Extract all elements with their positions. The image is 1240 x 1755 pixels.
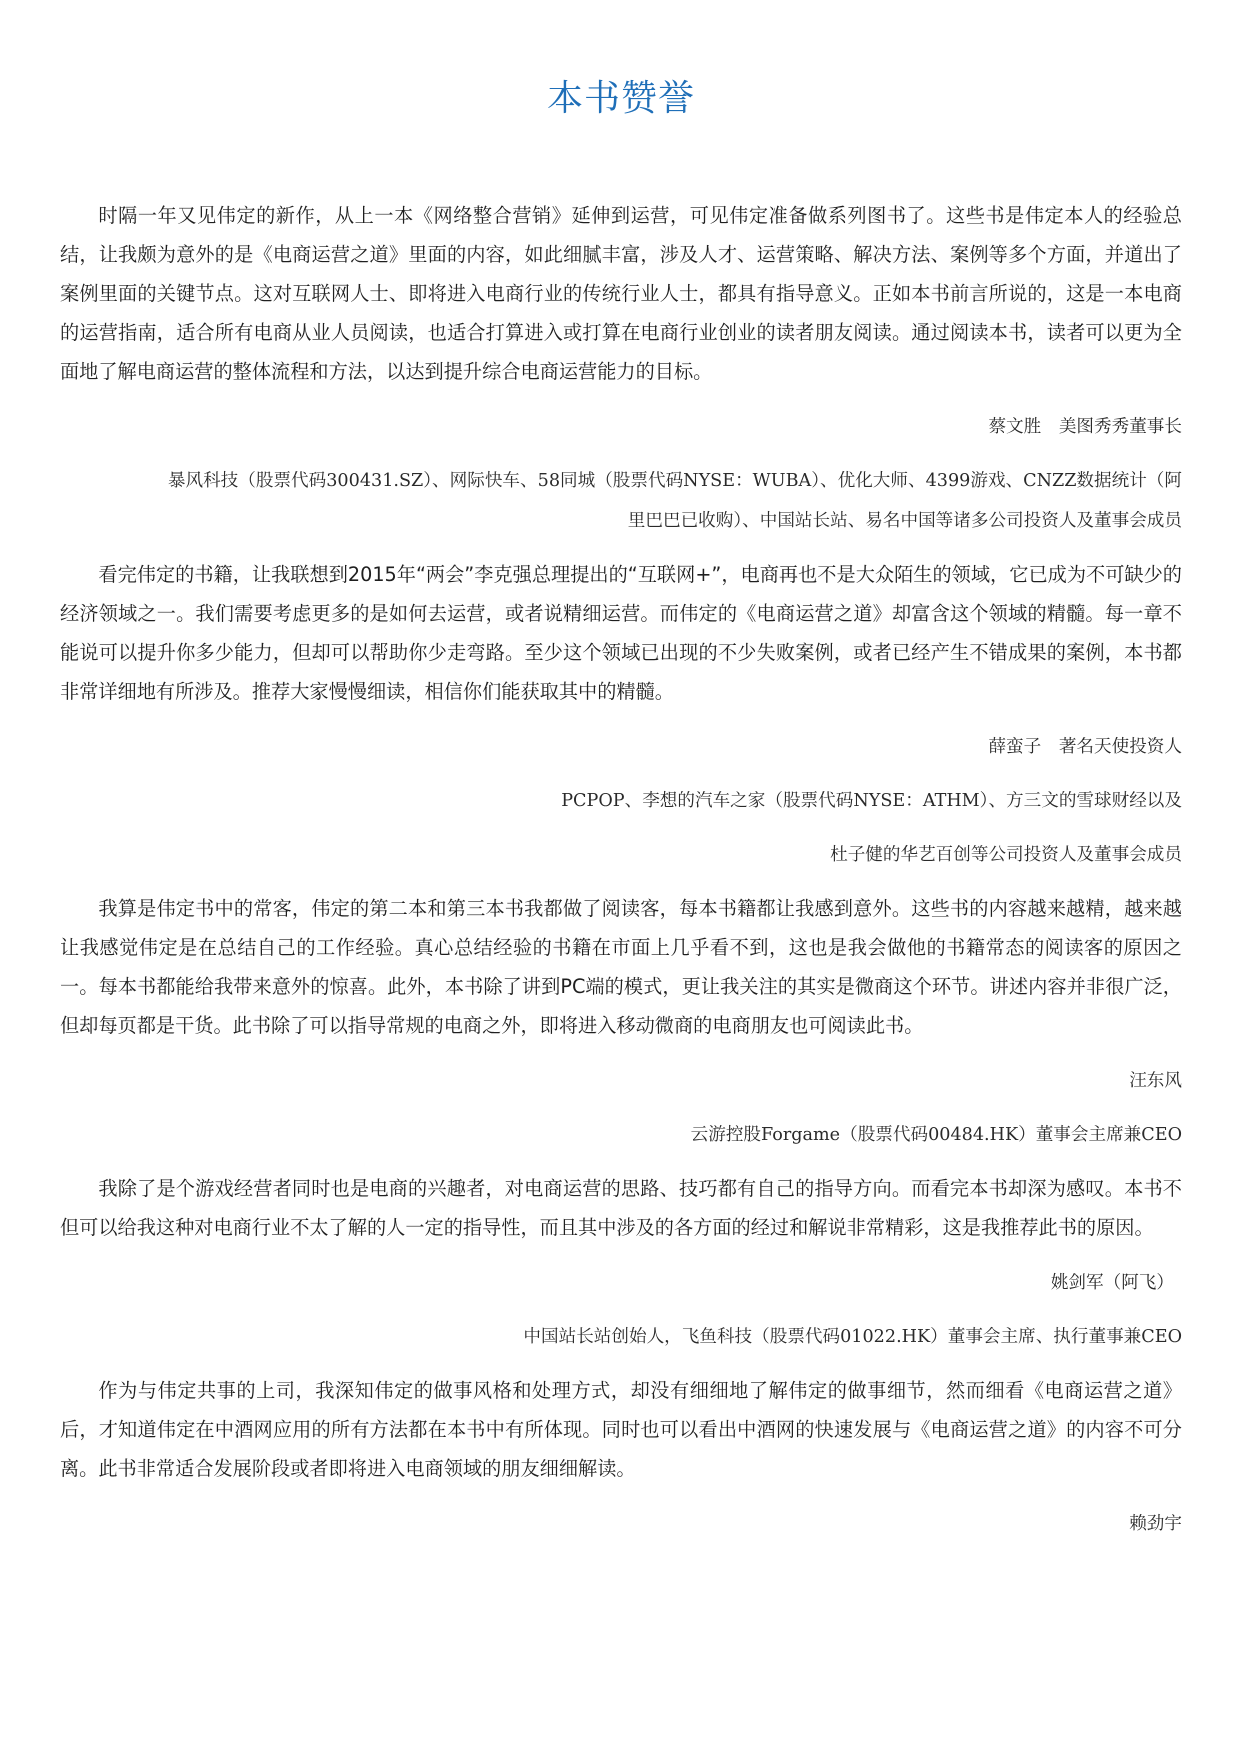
affiliation-line: 里巴巴已收购）、中国站长站、易名中国等诸多公司投资人及董事会成员 xyxy=(627,511,1182,531)
endorsement-text: 我算是伟定书中的常客，伟定的第二本和第三本书我都做了阅读客，每本书籍都让我感到意外。这些书的内容越来越精，越来越让我感觉伟定是在总结自己的工作经验。真心总结经验的书籍在市面上几乎看不到，这也是我会做他的书籍常态的阅读客的原因之一。每本书都能给我带来意外的惊喜。此外，本书除了讲到PC端的模式，更让我关注的其实是微商这个环节。讲述内容并非很广泛，但却每页都是干货。此书除了可以指导常规的电商之外，即将进入移动微商的电商朋友也可阅读此书。 xyxy=(60,897,1182,1037)
affiliation-line: 云游控股Forgame（股票代码00484.HK）董事会主席兼CEO xyxy=(690,1125,1182,1145)
endorser-affiliation xyxy=(60,781,1182,875)
endorser-name: 赖劲宇 xyxy=(1129,1514,1182,1534)
endorsement-text: 我除了是个游戏经营者同时也是电商的兴趣者，对电商运营的思路、技巧都有自己的指导方向。而看完本书却深为感叹。本书不但可以给我这种对电商行业不太了解的人一定的指导性，而且其中涉及的各方面的经过和解说非常精彩，这是我推荐此书的原因。 xyxy=(60,1177,1182,1239)
endorser-affiliation xyxy=(60,1115,1182,1155)
endorser-affiliation xyxy=(60,1317,1182,1357)
endorser-name: 姚剑军（阿飞） xyxy=(1050,1273,1174,1293)
page-title: 本书赞誉 xyxy=(546,78,695,119)
endorser-name: 汪东风 xyxy=(1129,1071,1182,1091)
affiliation-line: 暴风科技（股票代码300431.SZ）、网际快车、58同城（股票代码NYSE：WUBA）、优化大师、4399游戏、CNZZ数据统计（阿 xyxy=(167,471,1182,491)
endorser-name: 蔡文胜 美图秀秀董事长 xyxy=(988,417,1182,437)
endorsement-text: 看完伟定的书籍，让我联想到2015年“两会”李克强总理提出的“互联网+”，电商再也不是大众陌生的领域，它已成为不可缺少的经济领域之一。我们需要考虑更多的是如何去运营，或者说精细运营。而伟定的《电商运营之道》却富含这个领域的精髓。每一章不能说可以提升你多少能力，但却可以帮助你少走弯路。至少这个领域已出现的不少失败案例，或者已经产生不错成果的案例，本书都非常详细地有所涉及。推荐大家慢慢细读，相信你们能获取其中的精髓。 xyxy=(60,563,1182,703)
document-page xyxy=(60,0,1182,1755)
endorser-affiliation xyxy=(60,461,1182,541)
affiliation-line: 杜子健的华艺百创等公司投资人及董事会成员 xyxy=(830,845,1182,865)
endorsement-text: 时隔一年又见伟定的新作，从上一本《网络整合营销》延伸到运营，可见伟定准备做系列图书了。这些书是伟定本人的经验总结，让我颇为意外的是《电商运营之道》里面的内容，如此细腻丰富，涉及人才、运营策略、解决方法、案例等多个方面，并道出了案例里面的关键节点。这对互联网人士、即将进入电商行业的传统行业人士，都具有指导意义。正如本书前言所说的，这是一本电商的运营指南，适合所有电商从业人员阅读，也适合打算进入或打算在电商行业创业的读者朋友阅读。通过阅读本书，读者可以更为全面地了解电商运营的整体流程和方法，以达到提升综合电商运营能力的目标。 xyxy=(60,204,1182,383)
affiliation-line: 中国站长站创始人，飞鱼科技（股票代码01022.HK）董事会主席、执行董事兼CEO xyxy=(523,1327,1182,1347)
endorsements-section xyxy=(60,196,1182,1544)
affiliation-line: PCPOP、李想的汽车之家（股票代码NYSE：ATHM）、方三文的雪球财经以及 xyxy=(561,791,1182,811)
endorser-name: 薛蛮子 著名天使投资人 xyxy=(988,737,1182,757)
endorsement-text: 作为与伟定共事的上司，我深知伟定的做事风格和处理方式，却没有细细地了解伟定的做事细节，然而细看《电商运营之道》后，才知道伟定在中酒网应用的所有方法都在本书中有所体现。同时也可以看出中酒网的快速发展与《电商运营之道》的内容不可分离。此书非常适合发展阶段或者即将进入电商领域的朋友细细解读。 xyxy=(60,1379,1182,1480)
